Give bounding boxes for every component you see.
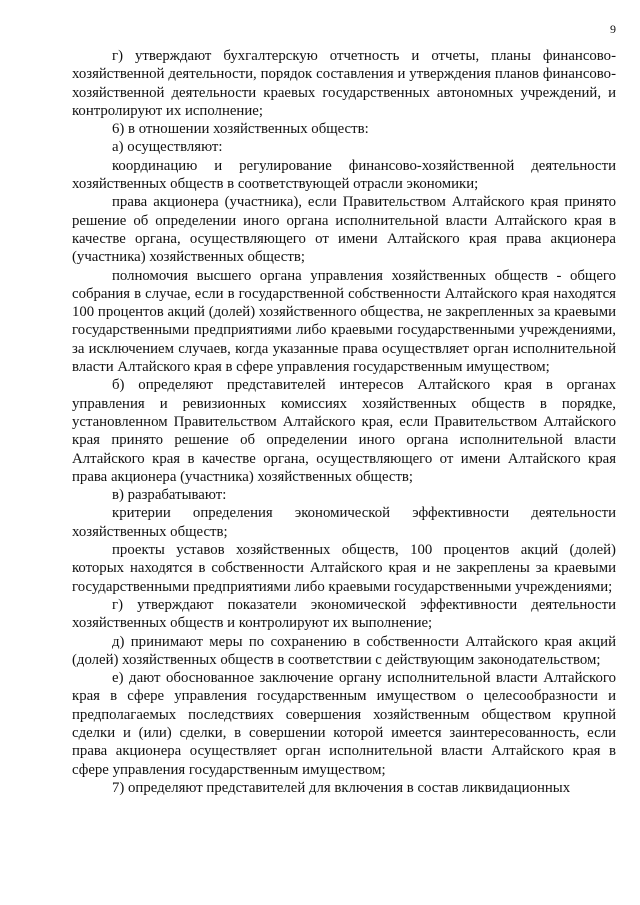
- paragraph-g-accounting: г) утверждают бухгалтерскую отчетность и отчеты, планы финансово-хозяйственной деятельности, порядок составления и утверждения планов финансово-хозяйственной деятельности краевых государственных автономных учреждений, и контролируют их исполнение;: [72, 48, 616, 119]
- paragraph-charters: проекты уставов хозяйственных обществ, 100 процентов акций (долей) которых находятся в собственности Алтайского края и не закреплены за краевыми государственными предприятиями либо краевыми государственными учреждениями;: [72, 542, 616, 595]
- page-number: 9: [610, 22, 616, 36]
- paragraph-coordination: координацию и регулирование финансово-хозяйственной деятельности хозяйственных обществ в соответствующей отрасли экономики;: [72, 157, 616, 193]
- document-body: [72, 47, 616, 797]
- paragraph-b-representatives: б) определяют представителей интересов Алтайского края в органах управления и ревизионных комиссиях хозяйственных обществ в порядке, установленном Правительством Алтайского края, если Правительством Алтайского края принято решение об определении иного органа исполнительной власти Алтайского края в качестве органа, осуществляющего от имени Алтайского края права акционера (участника) хозяйственных обществ;: [72, 377, 616, 485]
- paragraph-d-preserve: д) принимают меры по сохранению в собственности Алтайского края акций (долей) хозяйственных обществ в соответствии с действующим законодательством;: [72, 633, 616, 668]
- paragraph-7-liquidation: 7) определяют представителей для включения в состав ликвидационных: [112, 779, 571, 796]
- paragraph-g-indicators: г) утверждают показатели экономической эффективности деятельности хозяйственных обществ и контролируют их выполнение;: [72, 596, 616, 632]
- paragraph-a-perform: а) осуществляют:: [112, 139, 223, 156]
- paragraph-general-meeting: полномочия высшего органа управления хозяйственных обществ - общего собрания в случае, если в государственной собственности Алтайского края находятся 100 процентов акций (долей) хозяйственного общества, не закрепленных за краевыми государственными предприятиями либо краевыми государственными учреждениями, за исключением случаев, когда указанные права осуществляет орган исполнительной власти Алтайского края в сфере управления государственным имуществом;: [72, 267, 616, 376]
- paragraph-e-conclusion: е) дают обоснованное заключение органу исполнительной власти Алтайского края в сфере управления государственным имуществом о целесообразности и предполагаемых последствиях совершения хозяйственным обществом крупной сделки и (или) сделки, в совершении которой имеется заинтересованность, если права акционера осуществляет орган исполнительной власти Алтайского края в сфере управления государственным имуществом;: [72, 670, 616, 778]
- paragraph-v-develop: в) разрабатывают:: [112, 487, 227, 504]
- paragraph-criteria: критерии определения экономической эффективности деятельности хозяйственных обществ;: [72, 505, 616, 540]
- paragraph-shareholder-rights: права акционера (участника), если Правительством Алтайского края принято решение об определении иного органа исполнительной власти Алтайского края в качестве органа, осуществляющего от имени Алтайского края права акционера (участника) хозяйственных обществ;: [72, 194, 616, 266]
- paragraph-6-companies: 6) в отношении хозяйственных обществ:: [112, 121, 369, 138]
